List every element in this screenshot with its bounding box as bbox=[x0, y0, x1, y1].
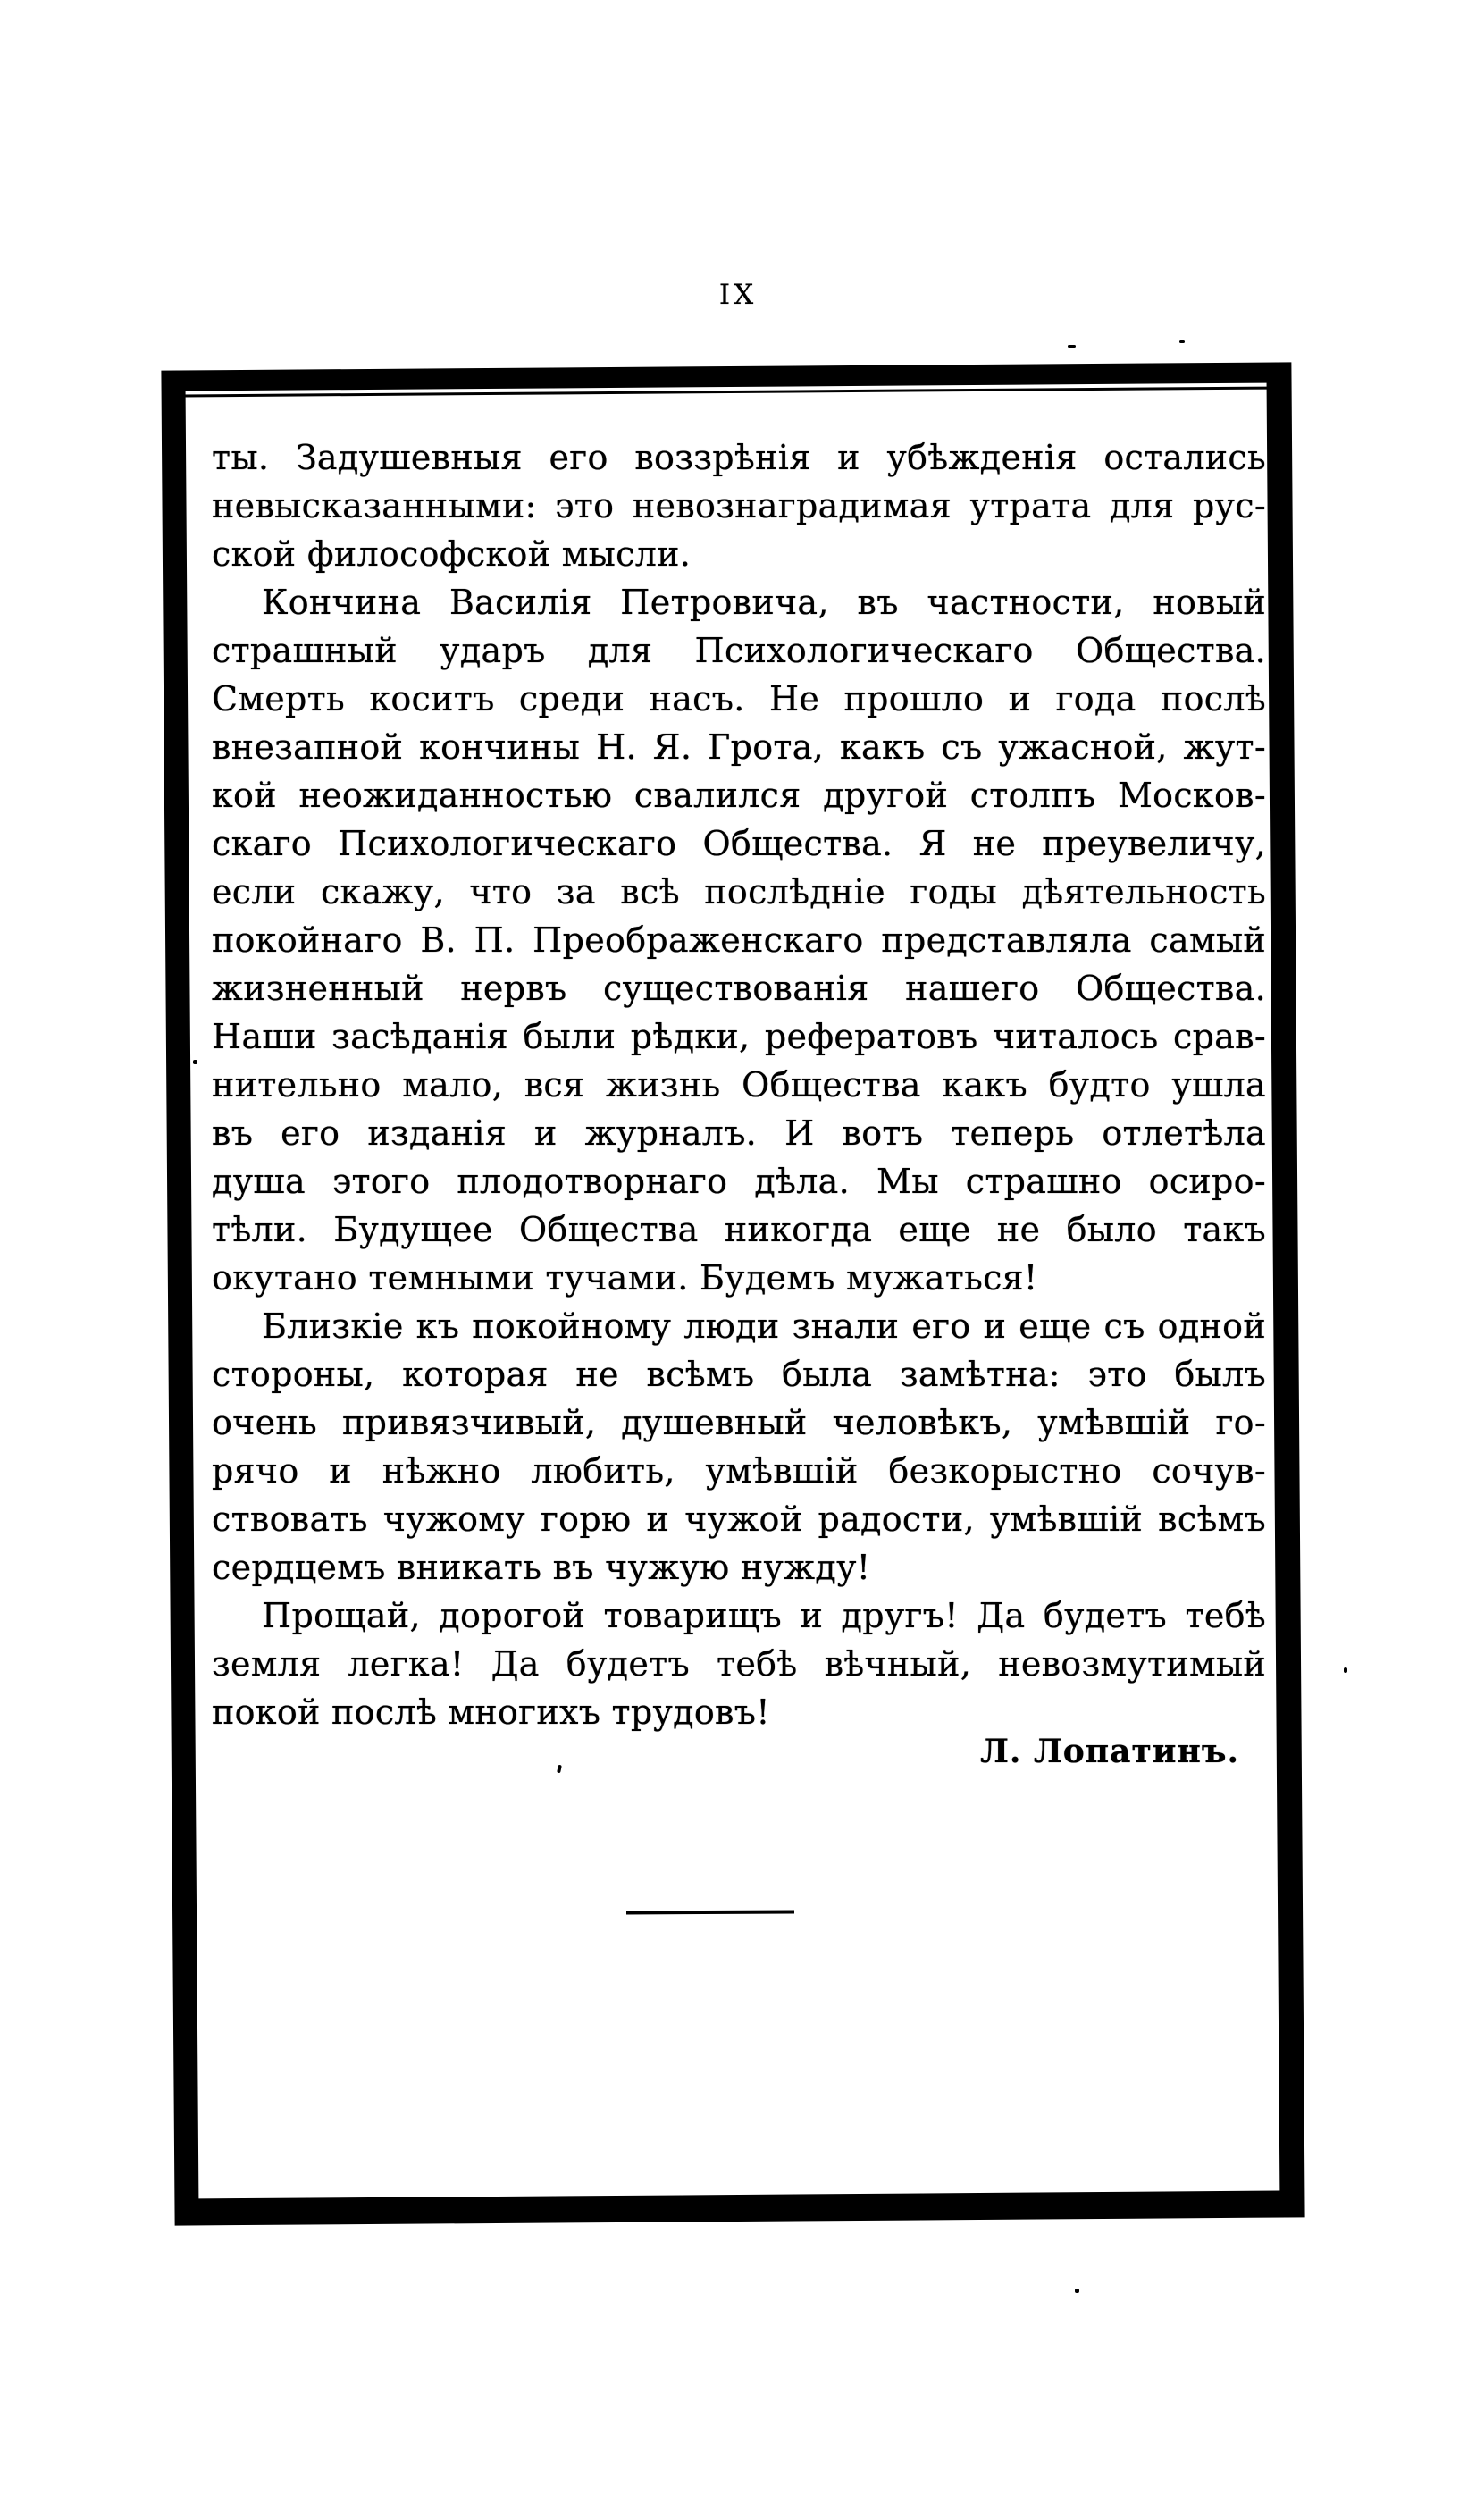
text-line: рячо и нѣжно любить, умѣвшій безкорыстно сочув- bbox=[212, 1451, 1266, 1491]
page-number: IX bbox=[718, 279, 758, 311]
text-line: жизненный нервъ существованія нашего Общества. bbox=[212, 969, 1266, 1008]
text-line: кой неожиданностью свалился другой столпъ Москов- bbox=[212, 776, 1266, 815]
text-line: въ его изданія и журналъ. И вотъ теперь отлетѣла bbox=[212, 1113, 1266, 1153]
text-line: Смерть коситъ среди насъ. Не прошло и года послѣ bbox=[212, 679, 1266, 718]
text-line: Наши засѣданія были рѣдки, рефератовъ читалось срав- bbox=[212, 1017, 1266, 1056]
text-line: Прощай, дорогой товарищъ и другъ! Да будетъ тебѣ bbox=[262, 1596, 1266, 1635]
text-line: скаго Психологическаго Общества. Я не преувеличу, bbox=[212, 824, 1266, 863]
ink-speck bbox=[1179, 340, 1185, 343]
text-line: Кончина Василія Петровича, въ частности, новый bbox=[262, 583, 1266, 622]
text-line: земля легка! Да будетъ тебѣ вѣчный, невозмутимый bbox=[212, 1644, 1266, 1684]
text-line: сердцемъ вникать въ чужую нужду! bbox=[212, 1548, 871, 1587]
text-line: ской философской мысли. bbox=[212, 534, 692, 574]
ink-speck bbox=[193, 1060, 197, 1064]
text-line: невысказанными: это невознаградимая утрата для рус- bbox=[212, 486, 1266, 525]
text-line: ты. Задушевныя его воззрѣнія и убѣжденія остались bbox=[212, 438, 1266, 477]
ink-speck bbox=[1344, 1667, 1347, 1673]
text-line: нительно мало, вся жизнь Общества какъ будто ушла bbox=[212, 1065, 1266, 1105]
signature: Л. Лопатинъ. bbox=[980, 1733, 1239, 1770]
text-line: если скажу, что за всѣ послѣдніе годы дѣятельность bbox=[212, 872, 1266, 911]
text-line: очень привязчивый, душевный человѣкъ, умѣвшій го- bbox=[212, 1403, 1266, 1442]
text-line: покой послѣ многихъ трудовъ! bbox=[212, 1693, 770, 1732]
text-line: страшный ударъ для Психологическаго Общества. bbox=[212, 631, 1266, 670]
text-line: Близкіе къ покойному люди знали его и еще съ одной bbox=[262, 1306, 1266, 1346]
text-line: окутано темными тучами. Будемъ мужаться! bbox=[212, 1258, 1038, 1298]
text-line: тѣли. Будущее Общества никогда еще не было такъ bbox=[212, 1210, 1266, 1249]
text-line: стороны, которая не всѣмъ была замѣтна: это былъ bbox=[212, 1355, 1266, 1394]
text-line: внезапной кончины Н. Я. Грота, какъ съ ужасной, жут- bbox=[212, 727, 1266, 767]
text-line: покойнаго В. П. Преображенскаго представляла самый bbox=[212, 920, 1266, 960]
text-line: ствовать чужому горю и чужой радости, умѣвшій всѣмъ bbox=[212, 1499, 1266, 1539]
ink-speck bbox=[1068, 345, 1076, 348]
text-line: душа этого плодотворнаго дѣла. Мы страшно осиро- bbox=[212, 1162, 1266, 1201]
inner-top-rule bbox=[183, 387, 1270, 398]
ink-speck bbox=[1075, 2289, 1079, 2293]
text-block bbox=[212, 433, 1266, 1776]
